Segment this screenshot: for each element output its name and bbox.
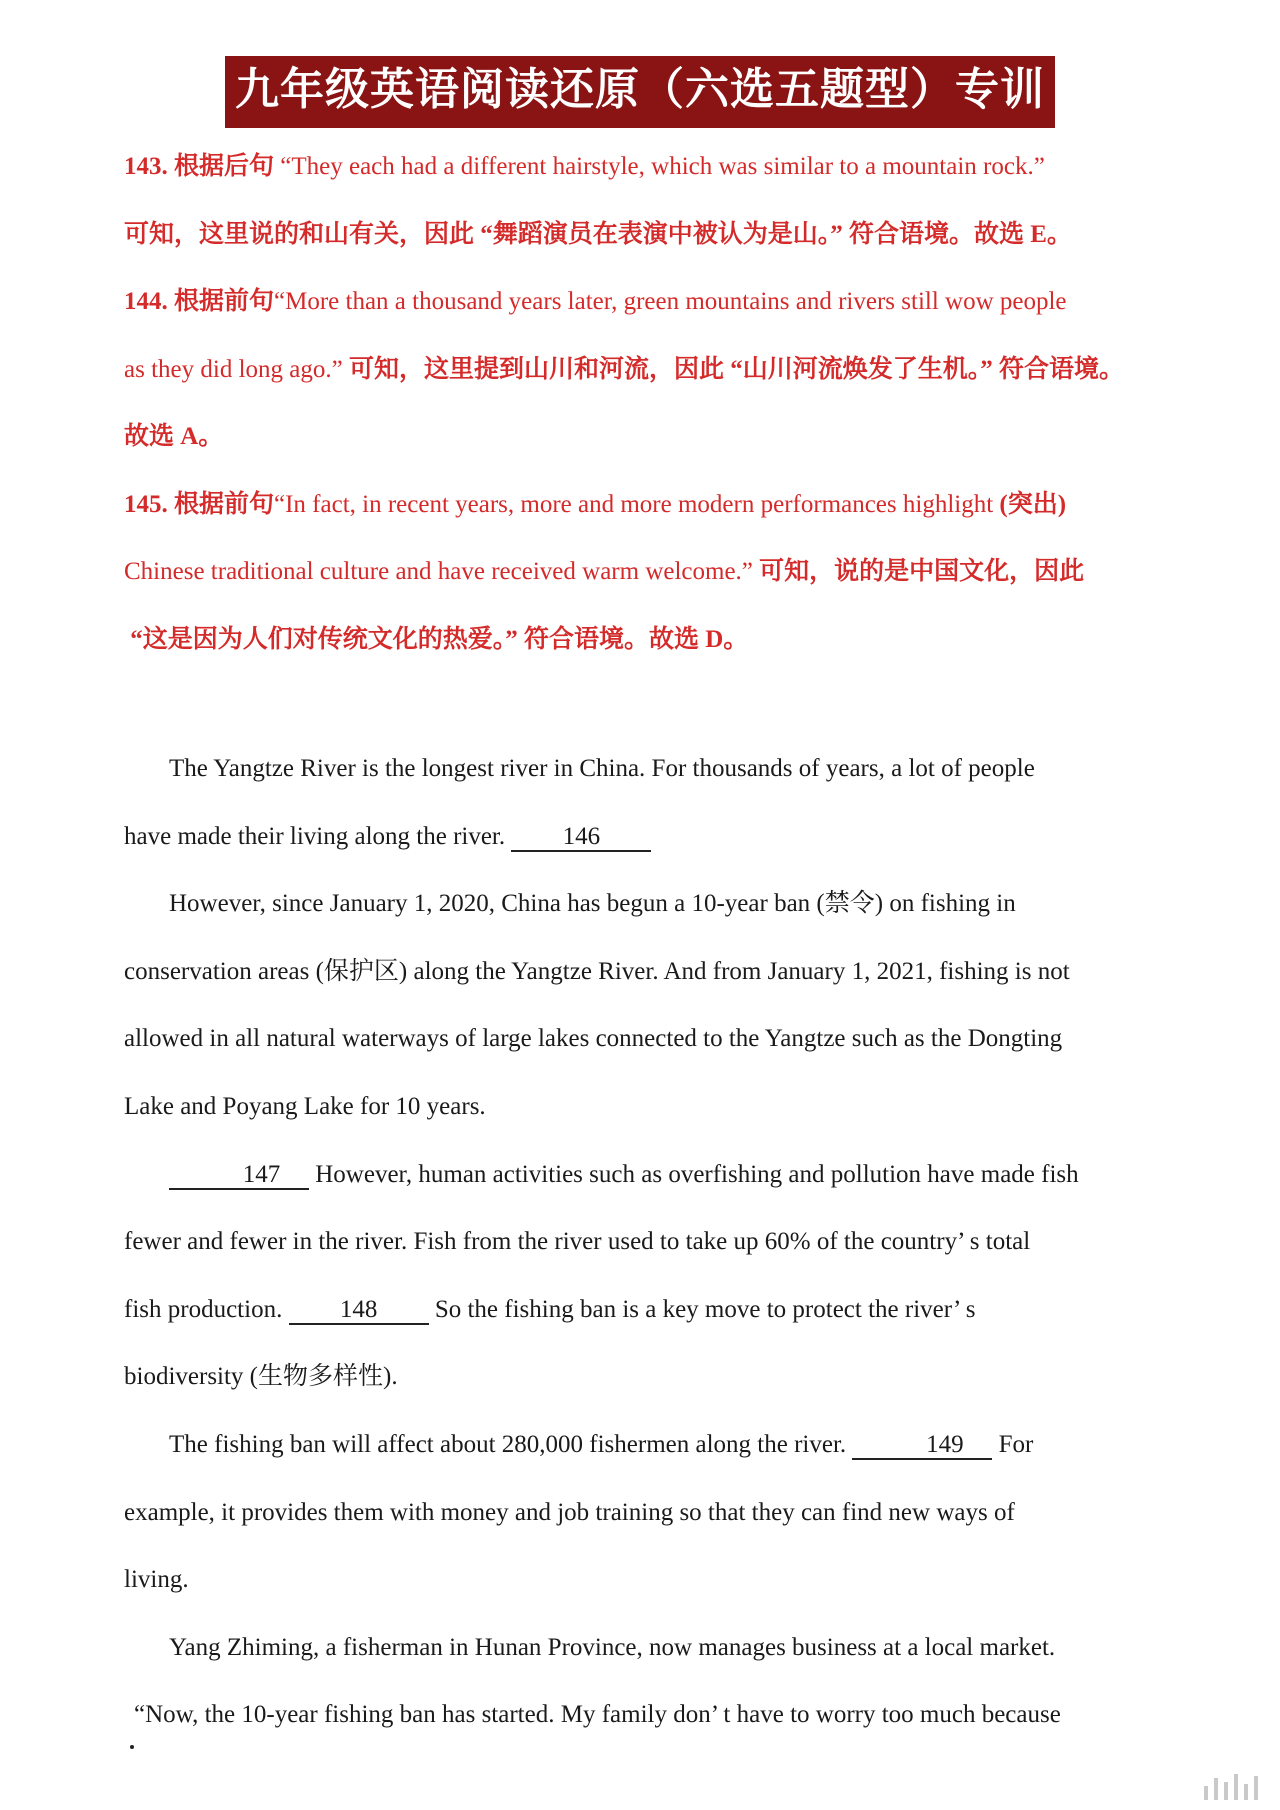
- answer-143-line2: [124, 201, 1174, 269]
- answer-145-line1: [124, 471, 1174, 539]
- stray-dot: [130, 1745, 134, 1749]
- passage-text: fish production.: [124, 1295, 283, 1323]
- passage-text: However, human activities such as overfishing and pollution have made fish: [315, 1160, 1079, 1188]
- passage-line: “Now, the 10-year fishing ban has started. My family don’ t have to worry too much because: [134, 1701, 1061, 1729]
- page-title: 九年级英语阅读还原（六选五题型）专训: [225, 56, 1055, 128]
- passage-line: biodiversity (生物多样性).: [124, 1363, 398, 1391]
- answer-text: 可知，这里说的和山有关，因此 “舞蹈演员在表演中被认为是山。” 符合语境。故选 E。: [124, 220, 1072, 248]
- answer-145-line3: [124, 606, 1174, 674]
- answer-explanations: [124, 133, 1174, 673]
- watermark-bars-icon: [1204, 1774, 1258, 1800]
- passage-line: conservation areas (保护区) along the Yangtze River. And from January 1, 2021, fishing is not: [124, 957, 1070, 985]
- answer-quote: Chinese traditional culture and have received warm welcome.”: [124, 558, 753, 585]
- answer-lead: 根据后句: [174, 153, 275, 180]
- title-banner: [0, 56, 1280, 128]
- answer-quote: “In fact, in recent years, more and more modern performances highlight: [274, 490, 994, 518]
- passage-line: example, it provides them with money and job training so that they can find new ways of: [124, 1498, 1015, 1526]
- answer-quote: “They each had a different hairstyle, which was similar to a mountain rock.”: [280, 153, 1045, 180]
- passage-text: have made their living along the river.: [124, 822, 506, 850]
- blank-147[interactable]: 147: [169, 1162, 309, 1190]
- answer-number: 144.: [124, 288, 168, 315]
- answer-gloss: (突出): [999, 490, 1067, 518]
- answer-text: 可知，这里提到山川和河流，因此 “山川河流焕发了生机。” 符合语境。: [348, 355, 1124, 383]
- passage-line: fewer and fewer in the river. Fish from the river used to take up 60% of the country’ s total: [124, 1228, 1031, 1256]
- answer-number: 145.: [124, 490, 168, 518]
- answer-quote: as they did long ago.”: [124, 355, 343, 383]
- passage-line: [124, 803, 1179, 871]
- blank-149[interactable]: 149: [852, 1432, 992, 1460]
- answer-143-line1: [124, 133, 1174, 201]
- passage-line: [124, 1141, 1179, 1209]
- answer-144-line2: [124, 336, 1174, 404]
- answer-text: “这是因为人们对传统文化的热爱。” 符合语境。故选 D。: [130, 625, 749, 653]
- answer-144-line1: [124, 268, 1174, 336]
- passage-line: The Yangtze River is the longest river in China. For thousands of years, a lot of people: [169, 755, 1035, 782]
- answer-145-line2: [124, 538, 1174, 606]
- passage-line: Lake and Poyang Lake for 10 years.: [124, 1092, 486, 1120]
- answer-text: 可知，说的是中国文化，因此: [759, 558, 1085, 585]
- blank-148[interactable]: 148: [289, 1297, 429, 1325]
- passage-line: [124, 1276, 1179, 1344]
- answer-quote: “More than a thousand years later, green mountains and rivers still wow people: [274, 288, 1067, 315]
- passage-line: However, since January 1, 2020, China has begun a 10-year ban (禁令) on fishing in: [169, 890, 1016, 918]
- answer-lead: 根据前句: [174, 490, 275, 518]
- passage-text: The fishing ban will affect about 280,000 fishermen along the river.: [169, 1430, 847, 1458]
- reading-passage: [124, 735, 1179, 1749]
- blank-146[interactable]: 146: [511, 824, 651, 852]
- passage-line: living.: [124, 1566, 189, 1594]
- passage-line: allowed in all natural waterways of large lakes connected to the Yangtze such as the Dongting: [124, 1025, 1063, 1053]
- answer-text: 故选 A。: [124, 423, 224, 450]
- passage-text: So the fishing ban is a key move to protect the river’ s: [434, 1295, 976, 1323]
- answer-lead: 根据前句: [174, 288, 275, 315]
- answer-144-line3: [124, 403, 1174, 471]
- answer-number: 143.: [124, 153, 168, 180]
- passage-text: For: [998, 1430, 1034, 1458]
- passage-line: Yang Zhiming, a fisherman in Hunan Province, now manages business at a local market.: [169, 1633, 1056, 1661]
- passage-line: [124, 1411, 1179, 1479]
